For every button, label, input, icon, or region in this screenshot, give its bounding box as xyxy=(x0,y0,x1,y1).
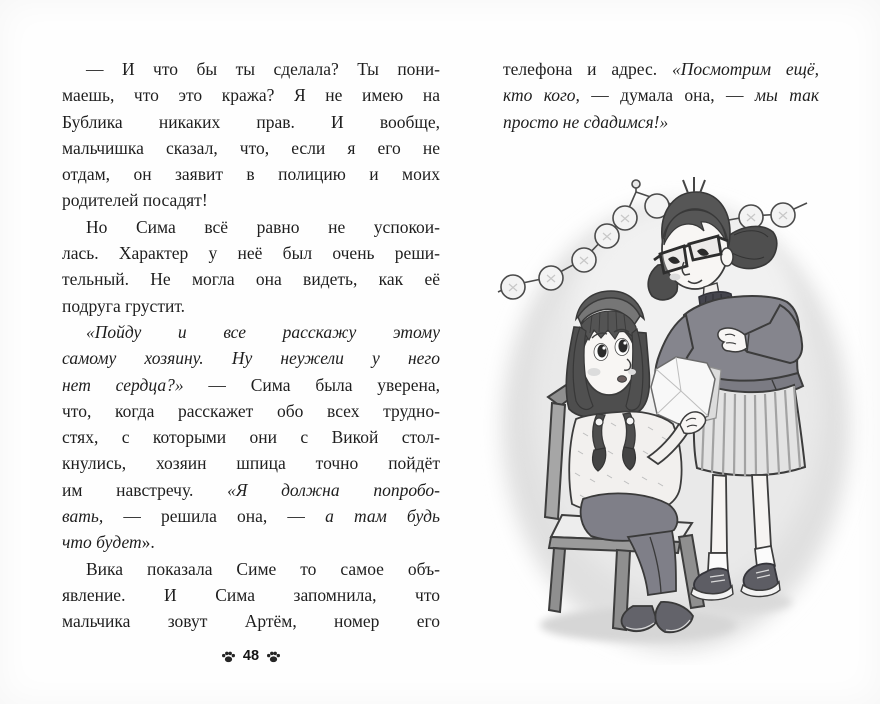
text-line: кнулись, хозяин шпица точно пойдёт xyxy=(62,453,440,474)
blush xyxy=(588,368,601,376)
pigtail xyxy=(727,226,777,268)
ear xyxy=(721,248,733,266)
hair-tuft xyxy=(683,177,705,193)
braid-bead xyxy=(626,417,634,425)
text-line: просто не сдадимся!» xyxy=(503,111,669,132)
text-line: кто кого, — думала она, — мы так xyxy=(503,85,819,106)
mouth xyxy=(618,376,627,382)
paw-icon xyxy=(221,650,236,663)
text-line: что, когда расскажет обо всех трудно- xyxy=(62,400,440,421)
text-line: «Пойду и все расскажу этому xyxy=(86,321,440,342)
text-line: маешь, что это кража? Я не имею на xyxy=(62,85,440,106)
page-footer xyxy=(62,646,440,666)
text-line: отдам, он заявит в полицию и моих xyxy=(62,164,440,185)
text-line: стях, с которыми они с Викой стол- xyxy=(62,427,440,448)
eye xyxy=(618,340,627,353)
right-text-column xyxy=(503,56,819,135)
text-line: тельный. Не могла она видеть, как её xyxy=(62,269,440,290)
blush xyxy=(670,274,681,281)
text-line: лась. Характер у неё был очень реши- xyxy=(62,243,440,264)
text-line: Вика показала Симе то самое объ- xyxy=(86,558,440,579)
leg xyxy=(752,475,771,549)
blush xyxy=(628,369,636,375)
story-illustration xyxy=(480,165,880,665)
text-line: мальчишка сказал, что, если я его не xyxy=(62,137,440,158)
text-line: явление. И Сима запомнила, что xyxy=(62,584,440,605)
text-line: родителей посадят! xyxy=(62,190,208,211)
text-line: подруга грустит. xyxy=(62,295,186,316)
text-line: Бублика никаких прав. И вообще, xyxy=(62,111,440,132)
text-line: вать, — решила она, — а там будь xyxy=(62,506,440,527)
leg xyxy=(711,475,727,553)
text-line: нет сердца?» — Сима была уверена, xyxy=(62,374,441,395)
braid-bead xyxy=(595,418,603,426)
text-line: мальчика зовут Артём, номер его xyxy=(62,611,440,632)
text-line: самому хозяину. Ну неужели у него xyxy=(62,348,440,369)
text-line: им навстречу. «Я должна попробо- xyxy=(62,479,440,500)
page-number: 48 xyxy=(242,648,260,664)
paw-icon xyxy=(266,650,281,663)
text-line: что будет». xyxy=(62,532,155,553)
text-line: телефона и адрес. «Посмотрим ещё, xyxy=(503,59,820,79)
eye xyxy=(597,345,606,358)
left-text-column xyxy=(62,56,440,635)
text-line: Но Сима всё равно не успокои- xyxy=(86,216,440,237)
text-line: — И что бы ты сделала? Ты пони- xyxy=(86,59,440,79)
